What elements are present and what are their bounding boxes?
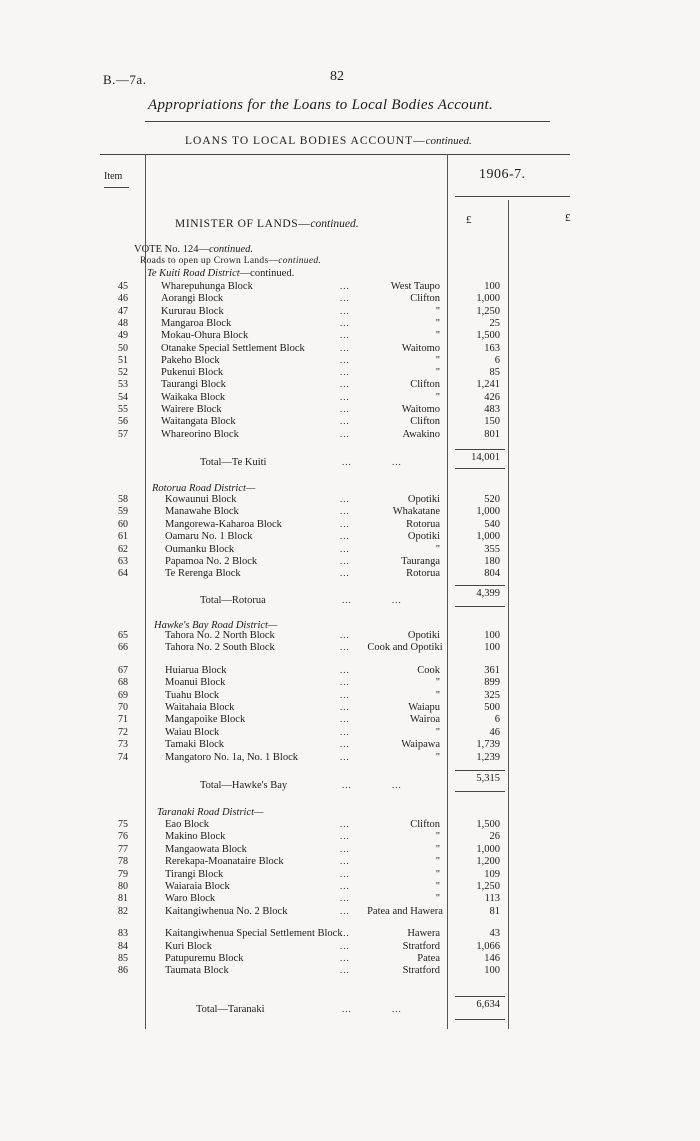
item-column-rule: [145, 154, 146, 1029]
county-name: Stratford: [402, 965, 440, 977]
leader-dots: ...: [340, 868, 350, 879]
amount-value: 1,200: [476, 856, 500, 868]
item-number: 49: [118, 330, 128, 342]
amount-value: 520: [484, 494, 500, 505]
amount-value: 1,066: [476, 940, 500, 952]
block-name: Kuri Block: [165, 940, 212, 952]
block-name: Taurangi Block: [161, 379, 226, 391]
district-heading: Te Kuiti Road District—continued.: [147, 268, 295, 279]
leader-dots: ...: [340, 404, 350, 414]
county-name: Rotorua: [406, 518, 440, 530]
leader-dots: ...: [340, 556, 350, 566]
total-label: Total—Taranaki: [196, 1004, 265, 1015]
block-name: Tahora No. 2 South Block: [165, 642, 275, 654]
leader-dots: ...: [340, 928, 350, 939]
amount-value: 1,000: [476, 293, 500, 305]
county-name: Waitomo: [401, 404, 440, 415]
block-name: Wairere Block: [161, 404, 222, 415]
item-number: 47: [118, 305, 128, 317]
item-number: 45: [118, 281, 128, 292]
block-name: Rerekapa-Moanataire Block: [165, 856, 284, 868]
block-name: Mokau-Ohura Block: [161, 330, 249, 342]
item-number: 67: [118, 664, 128, 676]
item-number: 53: [118, 379, 128, 391]
total-label: Total—Hawke's Bay: [200, 780, 288, 791]
block-name: Waitangata Block: [161, 416, 236, 428]
amount-value: 426: [484, 391, 500, 403]
block-name: Huiarua Block: [165, 664, 227, 676]
block-name: Mangorewa-Kaharoa Block: [165, 518, 282, 530]
leader-dots: ...: [340, 494, 350, 504]
amount-value: 26: [489, 831, 500, 843]
county-name: ": [435, 317, 440, 329]
total-amount: 5,315: [476, 773, 500, 784]
currency-label: £: [466, 214, 472, 226]
amount-value: 100: [484, 642, 500, 654]
leader-dots: ...: [342, 457, 352, 467]
amount-value: 1,239: [476, 751, 500, 763]
block-name: Waro Block: [165, 893, 216, 905]
block-name: Manawahe Block: [165, 506, 239, 518]
item-number: 77: [118, 843, 128, 855]
leader-dots: ...: [340, 518, 350, 529]
block-name: Oumanku Block: [165, 543, 235, 555]
leader-dots: ...: [340, 531, 350, 542]
leader-dots: ...: [340, 893, 350, 904]
amount-value: 100: [484, 281, 500, 292]
minister-text: MINISTER OF LANDS—: [175, 218, 311, 230]
minister-cont: continued.: [310, 218, 359, 230]
leader-dots: ...: [340, 940, 350, 951]
amount-value: 1,500: [476, 819, 500, 830]
leader-dots: ...: [340, 751, 350, 762]
county-name: ": [435, 856, 440, 868]
amount-value: 25: [489, 317, 500, 329]
amount-value: 146: [484, 953, 500, 964]
county-name: ": [435, 843, 440, 855]
county-name: ": [435, 726, 440, 738]
section-title: [185, 135, 472, 147]
block-name: Mangaowata Block: [165, 843, 247, 855]
amount-value: 899: [484, 677, 500, 689]
amount-value: 1,000: [476, 531, 500, 543]
amount-value: 46: [489, 726, 500, 738]
county-name: Opotiki: [407, 630, 440, 641]
leader-dots: ...: [340, 293, 350, 304]
item-number: 78: [118, 856, 128, 868]
amount-value: 801: [484, 428, 500, 440]
item-number: 52: [118, 367, 128, 379]
leader-dots: ...: [340, 317, 350, 328]
leader-dots: ...: [340, 677, 350, 688]
amount-value: 150: [484, 416, 500, 428]
total-amount: 6,634: [476, 999, 500, 1010]
leader-dots: ...: [340, 367, 350, 378]
amount-value: 81: [489, 905, 500, 917]
total-amount: 14,001: [471, 452, 500, 463]
amount-value: 355: [484, 543, 500, 555]
block-name: Taumata Block: [165, 965, 229, 977]
item-number: 86: [118, 965, 128, 977]
block-name: Tuahu Block: [165, 689, 220, 701]
document-series: B.—7a.: [103, 72, 147, 87]
block-name: Patupuremu Block: [165, 953, 244, 964]
amount-value: 1,241: [476, 379, 500, 391]
item-number: 72: [118, 726, 128, 738]
amount-value: 483: [484, 404, 500, 415]
county-name: ": [435, 831, 440, 843]
item-head-rule: [104, 187, 129, 188]
block-name: Moanui Block: [165, 677, 226, 689]
county-name: Clifton: [410, 379, 440, 391]
item-number: 81: [118, 893, 128, 905]
block-name: Whareorino Block: [161, 428, 239, 440]
item-number: 68: [118, 677, 128, 689]
block-name: Aorangi Block: [161, 293, 224, 305]
block-name: Mangapoike Block: [165, 714, 246, 726]
amount-value: 1,739: [476, 739, 500, 751]
item-number: 84: [118, 940, 128, 952]
district-heading: Taranaki Road District—: [157, 807, 264, 818]
county-name: Waitomo: [401, 342, 440, 354]
amount-value: 180: [484, 556, 500, 567]
page-title: Appropriations for the Loans to Local Bodies Account.: [148, 97, 494, 113]
total-amount: 4,399: [476, 588, 500, 599]
roads-heading: [140, 256, 321, 266]
amount-value: 163: [484, 342, 500, 354]
county-name: Cook: [417, 664, 440, 676]
minister-heading: [175, 218, 359, 230]
item-number: 55: [118, 404, 128, 415]
item-number: 79: [118, 868, 128, 880]
county-name: ": [435, 305, 440, 317]
leader-dots: ...: [340, 726, 350, 737]
county-name: ": [435, 391, 440, 403]
leader-dots: ...: [392, 1004, 402, 1014]
leader-dots: ...: [342, 595, 352, 605]
leader-dots: ...: [340, 953, 350, 963]
item-number: 85: [118, 953, 128, 964]
amount-value: 43: [489, 928, 500, 940]
item-number: 63: [118, 556, 128, 567]
block-name: Otanake Special Settlement Block: [161, 342, 305, 354]
item-number: 64: [118, 568, 128, 580]
county-name: ": [435, 330, 440, 342]
amount-value: 540: [484, 518, 500, 530]
county-name: West Taupo: [390, 281, 440, 292]
leader-dots: ...: [340, 965, 350, 976]
leader-dots: ...: [340, 739, 350, 750]
amount-value: 6: [494, 354, 500, 366]
item-number: 56: [118, 416, 128, 428]
leader-dots: ...: [340, 342, 350, 353]
county-name: Patea and Hawera: [367, 905, 443, 917]
county-name: ": [435, 677, 440, 689]
leader-dots: ...: [392, 595, 402, 605]
item-number: 75: [118, 819, 128, 830]
block-name: Te Rerenga Block: [165, 568, 241, 580]
district-heading: Hawke's Bay Road District—: [154, 620, 278, 631]
table-top-rule: [100, 154, 570, 155]
item-number: 65: [118, 630, 128, 641]
item-number: 70: [118, 702, 128, 713]
amount-value: 85: [489, 367, 500, 379]
item-number: 80: [118, 881, 128, 892]
leader-dots: ...: [340, 856, 350, 867]
item-number: 62: [118, 543, 128, 555]
amount-value: 1,500: [476, 330, 500, 342]
amount-value: 1,000: [476, 843, 500, 855]
leader-dots: ...: [340, 543, 350, 554]
county-name: Clifton: [410, 819, 440, 830]
county-name: Clifton: [410, 416, 440, 428]
block-name: Tahora No. 2 North Block: [165, 630, 275, 641]
year-rule: [455, 196, 570, 197]
leader-dots: ...: [340, 831, 350, 842]
block-name: Kururau Block: [161, 305, 224, 317]
block-name: Kaitangiwhenua Special Settlement Block: [165, 928, 343, 940]
county-name: ": [435, 689, 440, 701]
county-name: Tauranga: [401, 556, 440, 567]
leader-dots: ...: [340, 819, 350, 829]
total-label: Total—Rotorua: [200, 595, 266, 606]
leader-dots: ...: [340, 281, 350, 291]
county-name: ": [435, 751, 440, 763]
amount-column-rule: [447, 154, 448, 1029]
county-name: ": [435, 893, 440, 905]
item-number: 71: [118, 714, 128, 726]
block-name: Mangaroa Block: [161, 317, 232, 329]
currency-label-2: £: [565, 212, 571, 224]
leader-dots: ...: [340, 714, 350, 725]
county-name: Stratford: [402, 940, 440, 952]
county-name: ": [435, 881, 440, 892]
county-name: ": [435, 354, 440, 366]
amount-value: 804: [484, 568, 500, 580]
amount-value: 1,250: [476, 881, 500, 892]
county-name: ": [435, 543, 440, 555]
leader-dots: ...: [340, 630, 350, 640]
county-name: ": [435, 868, 440, 880]
county-name: Hawera: [407, 928, 440, 940]
county-name: Waipawa: [401, 739, 440, 751]
block-name: Oamaru No. 1 Block: [165, 531, 253, 543]
title-rule: [145, 121, 550, 122]
vote-text: VOTE No. 124—: [134, 244, 209, 255]
block-name: Tirangi Block: [165, 868, 224, 880]
item-number: 73: [118, 739, 128, 751]
inner-column-rule: [508, 200, 509, 1029]
item-number: 57: [118, 428, 128, 440]
block-name: Mangatoro No. 1a, No. 1 Block: [165, 751, 298, 763]
amount-value: 6: [494, 714, 500, 726]
leader-dots: ...: [340, 379, 350, 390]
leader-dots: ...: [340, 506, 350, 517]
county-name: Opotiki: [407, 531, 440, 543]
amount-value: 325: [484, 689, 500, 701]
item-number: 69: [118, 689, 128, 701]
block-name: Waiaraia Block: [165, 881, 230, 892]
leader-dots: ...: [340, 354, 350, 365]
county-name: Clifton: [410, 293, 440, 305]
roads-text: Roads to open up Crown Lands—: [140, 256, 279, 266]
amount-value: 109: [484, 868, 500, 880]
leader-dots: ...: [340, 416, 350, 427]
leader-dots: ...: [340, 905, 350, 916]
vote-heading: [134, 244, 253, 255]
block-name: Kaitangiwhenua No. 2 Block: [165, 905, 288, 917]
item-number: 58: [118, 494, 128, 505]
county-name: Whakatane: [392, 506, 440, 518]
page-number: 82: [330, 69, 344, 84]
leader-dots: ...: [340, 843, 350, 854]
amount-value: 1,000: [476, 506, 500, 518]
item-number: 59: [118, 506, 128, 518]
block-name: Pakeho Block: [161, 354, 220, 366]
total-label: Total—Te Kuiti: [200, 457, 267, 468]
county-name: Rotorua: [406, 568, 440, 580]
block-name: Pukenui Block: [161, 367, 224, 379]
block-name: Papamoa No. 2 Block: [165, 556, 258, 567]
leader-dots: ...: [340, 881, 350, 891]
leader-dots: ...: [342, 1004, 352, 1014]
vote-cont: continued.: [208, 244, 253, 255]
item-number: 66: [118, 642, 128, 654]
item-number: 60: [118, 518, 128, 530]
item-number: 54: [118, 391, 128, 403]
block-name: Kowaunui Block: [165, 494, 237, 505]
leader-dots: ...: [340, 702, 350, 712]
county-name: Cook and Opotiki: [367, 642, 443, 654]
block-name: Wharepuhunga Block: [161, 281, 253, 292]
item-number: 48: [118, 317, 128, 329]
leader-dots: ...: [340, 428, 350, 439]
leader-dots: ...: [392, 780, 402, 790]
year-header: 1906-7.: [479, 167, 526, 182]
county-name: Waiapu: [408, 702, 440, 713]
leader-dots: ...: [340, 568, 350, 579]
block-name: Waikaka Block: [161, 391, 226, 403]
county-name: ": [435, 367, 440, 379]
county-name: Opotiki: [407, 494, 440, 505]
item-number: 74: [118, 751, 128, 763]
roads-cont: continued.: [278, 256, 322, 266]
amount-value: 500: [484, 702, 500, 713]
leader-dots: ...: [340, 689, 350, 700]
district-heading-suffix: —continued.: [239, 268, 295, 279]
amount-value: 100: [484, 965, 500, 977]
item-number: 51: [118, 354, 128, 366]
leader-dots: ...: [340, 330, 350, 341]
amount-value: 100: [484, 630, 500, 641]
item-column-header: Item: [104, 171, 123, 182]
leader-dots: ...: [340, 305, 350, 316]
leader-dots: ...: [340, 664, 350, 675]
section-title-text: LOANS TO LOCAL BODIES ACCOUNT—: [185, 135, 426, 147]
section-title-cont: continued.: [425, 135, 472, 147]
item-number: 82: [118, 905, 128, 917]
item-number: 83: [118, 928, 128, 940]
amount-value: 361: [484, 664, 500, 676]
item-number: 76: [118, 831, 128, 843]
leader-dots: ...: [340, 391, 350, 402]
leader-dots: ...: [340, 642, 350, 653]
block-name: Eao Block: [165, 819, 210, 830]
block-name: Waiau Block: [165, 726, 220, 738]
amount-value: 1,250: [476, 305, 500, 317]
county-name: Awakino: [402, 428, 440, 440]
block-name: Makino Block: [165, 831, 226, 843]
item-number: 50: [118, 342, 128, 354]
county-name: Wairoa: [409, 714, 440, 726]
district-heading: Rotorua Road District—: [152, 483, 256, 494]
leader-dots: ...: [392, 457, 402, 467]
item-number: 46: [118, 293, 128, 305]
block-name: Tamaki Block: [165, 739, 225, 751]
amount-value: 113: [484, 893, 500, 905]
leader-dots: ...: [342, 780, 352, 790]
block-name: Waitahaia Block: [165, 702, 235, 713]
item-number: 61: [118, 531, 128, 543]
county-name: Patea: [417, 953, 440, 964]
